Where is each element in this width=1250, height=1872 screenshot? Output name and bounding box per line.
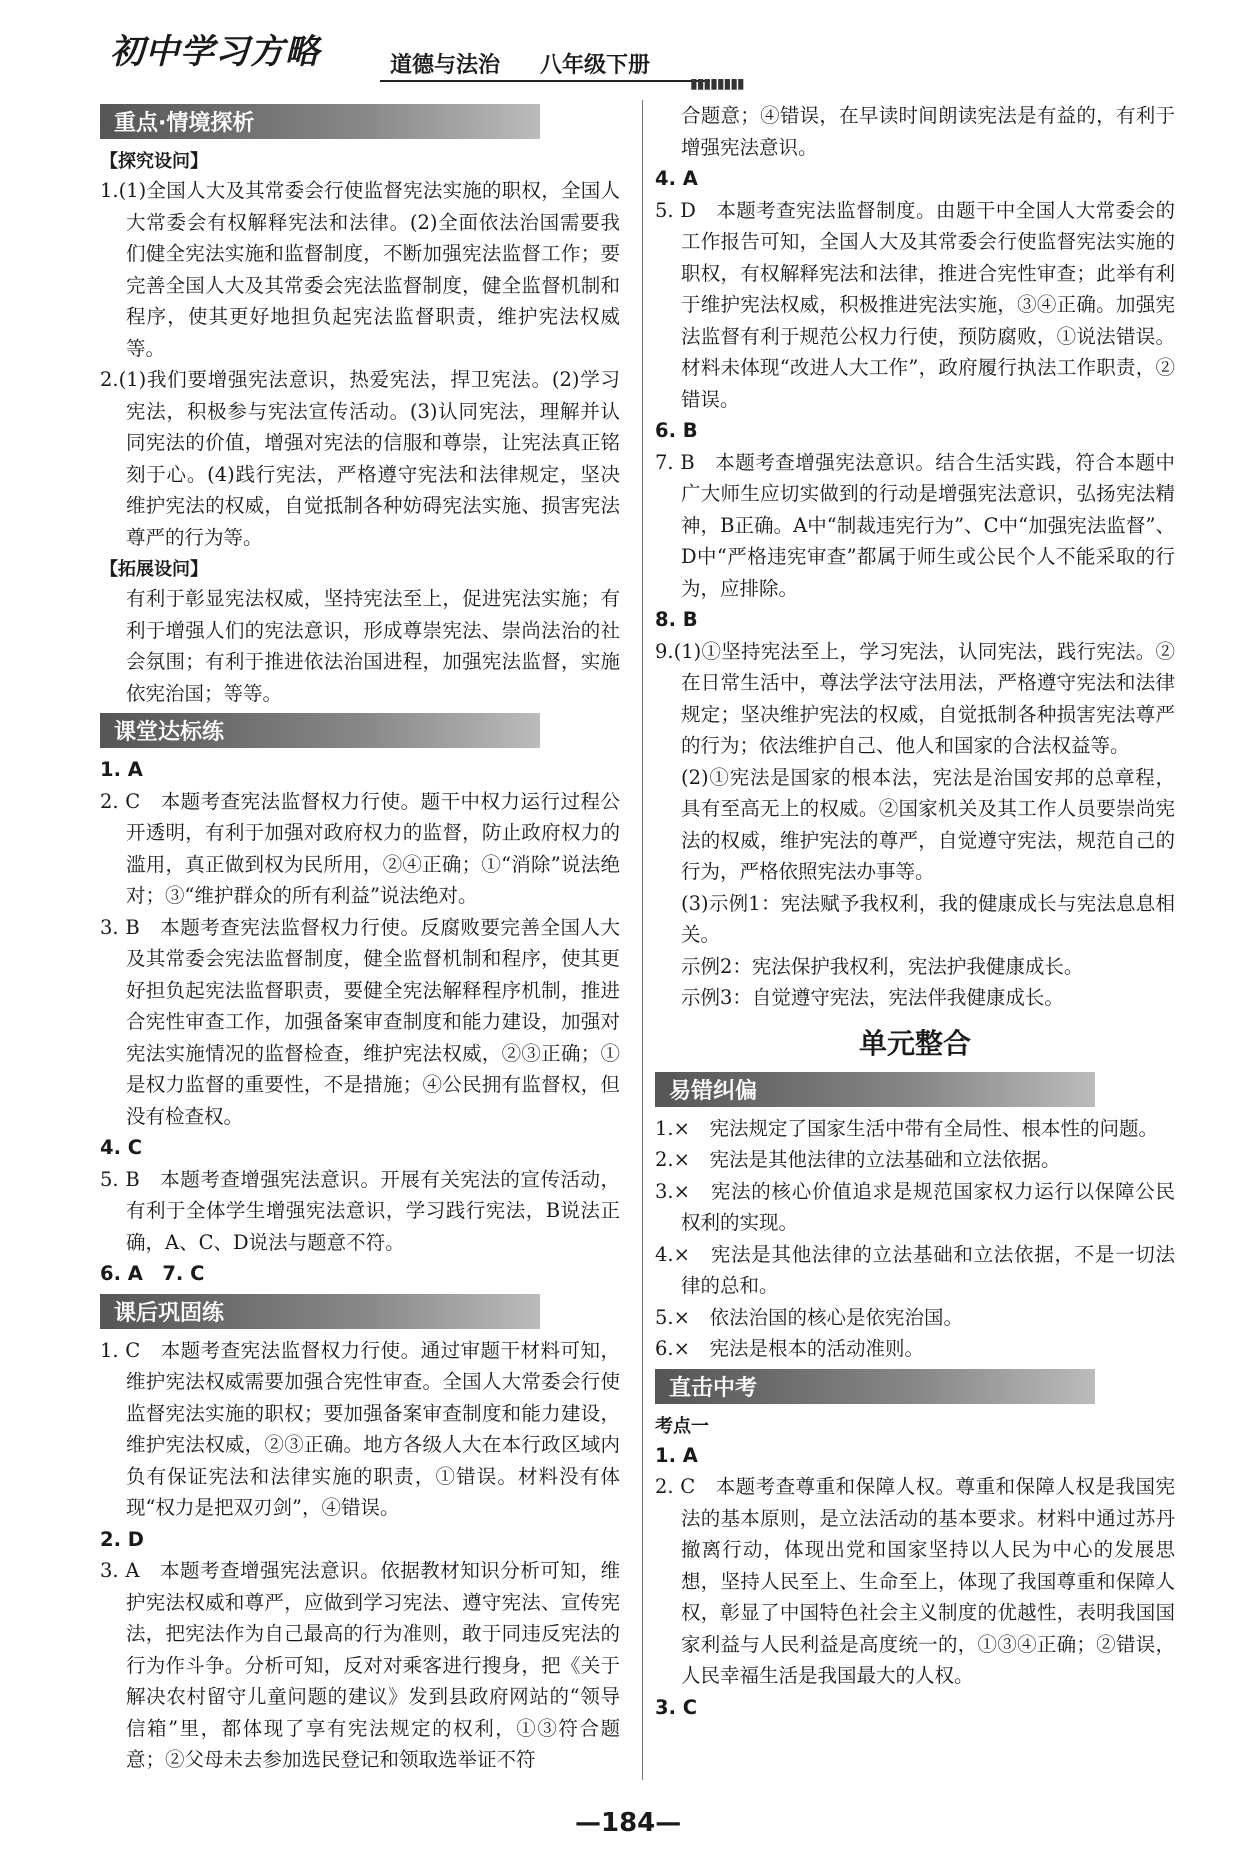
page-number: —184—: [575, 1808, 682, 1838]
right-column: [655, 100, 1175, 1723]
answer-paragraph: 示例3：自觉遵守宪法，宪法伴我健康成长。: [681, 986, 1064, 1009]
section-title: 课后巩固练: [100, 1294, 540, 1329]
section-title: 课堂达标练: [100, 713, 540, 748]
unit-title: 单元整合: [858, 1026, 971, 1060]
brand-title: 初中学习方略: [110, 32, 320, 72]
column-divider: [642, 100, 643, 1780]
answer-paragraph: 有利于彰显宪法权威，坚持宪法至上，促进宪法实施；有利于增强人们的宪法意识，形成尊崇宪法、崇尚法治的社会氛围；有利于推进依法治国进程，加强宪法监督，实施依宪治国；等等。: [126, 587, 620, 705]
answer-item: 1. A: [655, 1443, 698, 1467]
section-title: 易错纠偏: [655, 1072, 1095, 1107]
page-header: [70, 18, 1200, 92]
section-title: 直击中考: [655, 1369, 1095, 1404]
answer-item: 4.× 宪法是其他法律的立法基础和立法依据，不是一切法律的总和。: [655, 1242, 1175, 1297]
answer-item: 5.× 依法治国的核心是依宪治国。: [655, 1305, 963, 1329]
answer-paragraph: (3)示例1：宪法赋予我权利，我的健康成长与宪法息息相关。: [681, 891, 1175, 946]
answer-item: 1.(1)全国人大及其常委会行使监督宪法实施的职权，全国人大常委会有权解释宪法和法律。(2)全面依法治国需要我们健全宪法实施和监督制度，不断加强宪法监督工作；要完善全国人大及其常委会宪法监督制度，健全监督机制和程序，使其更好地担负起宪法监督职责，维护宪法权威等。: [100, 179, 620, 360]
answer-item: 2.× 宪法是其他法律的立法基础和立法依据。: [655, 1148, 1061, 1171]
answer-item: 3. B 本题考查宪法监督权力行使。反腐败要完善全国人大及其常委会宪法监督制度，健全监督机制和程序，使其更好担负起宪法监督职责，要健全宪法解释程序机制，推进合宪性审查工作，加强备案审查制度和能力建设，加强对宪法实施情况的监督检查，维护宪法权威，②③正确；①是权力监督的重要性，不是措施；④公民拥有监督权，但没有检查权。: [100, 915, 620, 1128]
answer-paragraph: (2)①宪法是国家的根本法，宪法是治国安邦的总章程，具有至高无上的权威。②国家机关及其工作人员要崇尚宪法的权威，维护宪法的尊严，自觉遵守宪法，规范自己的行为，严格依照宪法办事等。: [681, 765, 1175, 883]
answer-item: 8. B: [655, 608, 698, 631]
answer-item: 1. A: [100, 758, 143, 781]
answer-item: 2. C 本题考查尊重和保障人权。尊重和保障人权是我国宪法的基本原则，是立法活动的基本要求。材料中通过苏丹撤离行动，体现出党和国家坚持以人民为中心的发展思想，坚持人民至上、生命至上，体现了我国尊重和保障人权，彰显了中国特色社会主义制度的优越性，表明我国国家利益与人民利益是高度统一的，①③④正确；②错误，人民幸福生活是我国最大的人权。: [655, 1475, 1175, 1687]
answer-item: 5. B 本题考查增强宪法意识。开展有关宪法的宣传活动，有利于全体学生增强宪法意识，学习践行宪法，B说法正确，A、C、D说法与题意不符。: [100, 1167, 620, 1254]
answer-item: 4. A: [655, 167, 698, 190]
answer-item: 3. C: [655, 1695, 698, 1719]
answer-item: 2. D: [100, 1527, 144, 1551]
answer-item: 4. C: [100, 1136, 143, 1159]
answer-item: 6. B: [655, 419, 698, 442]
answer-continued: 合题意；④错误，在早读时间朗读宪法是有益的，有利于增强宪法意识。: [681, 104, 1175, 159]
sub-title: 【探究设问】: [100, 151, 208, 172]
answer-item: 2.(1)我们要增强宪法意识，热爱宪法，捍卫宪法。(2)学习宪法，积极参与宪法宣传活动。(3)认同宪法，理解并认同宪法的价值，增强对宪法的信服和尊崇，让宪法真正铭刻于心。(4)践行宪法，严格遵守宪法和法律规定，坚决维护宪法的权威，自觉抵制各种妨碍宪法实施、损害宪法尊严的行为等。: [100, 368, 620, 549]
answer-item: 3.× 宪法的核心价值追求是规范国家权力运行以保障公民权利的实现。: [655, 1179, 1175, 1234]
answer-item: 5. D 本题考查宪法监督制度。由题干中全国人大常委会的工作报告可知，全国人大及其常委会行使监督宪法实施的职权，有权解释宪法和法律，推进合宪性审查；此举有利于维护宪法权威，积极推进宪法实施，③④正确。加强宪法监督有利于规范公权力行使，预防腐败，①说法错误。材料未体现“改进人大工作”，政府履行执法工作职责，②错误。: [655, 198, 1175, 411]
answer-item: 2. C 本题考查宪法监督权力行使。题干中权力运行过程公开透明，有利于加强对政府权力的监督，防止政府权力的滥用，真正做到权为民所用，②④正确；①“消除”说法绝对；③“维护群众的所有利益”说法绝对。: [100, 789, 620, 907]
answer-item: 1.× 宪法规定了国家生活中带有全局性、根本性的问题。: [655, 1116, 1158, 1140]
subject-label: 道德与法治: [390, 52, 501, 78]
left-column: [100, 100, 620, 1776]
header-dots-decoration: ▮▮▮▮▮▮▮▮: [690, 76, 744, 92]
answer-paragraph: 示例2：宪法保护我权利，宪法护我健康成长。: [681, 954, 1084, 978]
answer-item: 3. A 本题考查增强宪法意识。依据教材知识分析可知，维护宪法权威和尊严，应做到学习宪法、遵守宪法、宣传宪法，把宪法作为自己最高的行为准则，敢于同违反宪法的行为作斗争。分析可知，反对对乘客进行搜身，把《关于解决农村留守儿童问题的建议》发到县政府网站的“领导信箱”里，都体现了享有宪法规定的权利，①③符合题意；②父母未去参加选民登记和领取选举证不符: [100, 1559, 620, 1771]
section-title: 重点·情境探析: [100, 104, 540, 139]
answer-item: 7. B 本题考查增强宪法意识。结合生活实践，符合本题中广大师生应切实做到的行动是增强宪法意识，弘扬宪法精神，B正确。A中“制裁违宪行为”、C中“加强宪法监督”、D中“严格违宪审查”都属于师生或公民个人不能采取的行为，应排除。: [655, 450, 1175, 600]
sub-title: 【拓展设问】: [100, 559, 208, 580]
grade-label: 八年级下册: [540, 52, 651, 78]
header-rule: [380, 80, 710, 82]
answer-item: 6. A 7. C: [100, 1262, 205, 1285]
sub-title: 考点一: [655, 1415, 709, 1437]
answer-item: 9.(1)①坚持宪法至上，学习宪法，认同宪法，践行宪法。②在日常生活中，尊法学法守法用法，严格遵守宪法和法律规定；坚决维护宪法的权威，自觉抵制各种损害宪法尊严的行为；依法维护自己、他人和国家的合法权益等。: [655, 639, 1175, 757]
answer-item: 6.× 宪法是根本的活动准则。: [655, 1337, 924, 1360]
answer-item: 1. C 本题考查宪法监督权力行使。通过审题干材料可知，维护宪法权威需要加强合宪性审查。全国人大常委会行使监督宪法实施的职权；要加强备案审查制度和能力建设，维护宪法权威，②③正确。地方各级人大在本行政区域内负有保证宪法和法律实施的职责，①错误。材料没有体现“权力是把双刃剑”，④错误。: [100, 1338, 620, 1519]
